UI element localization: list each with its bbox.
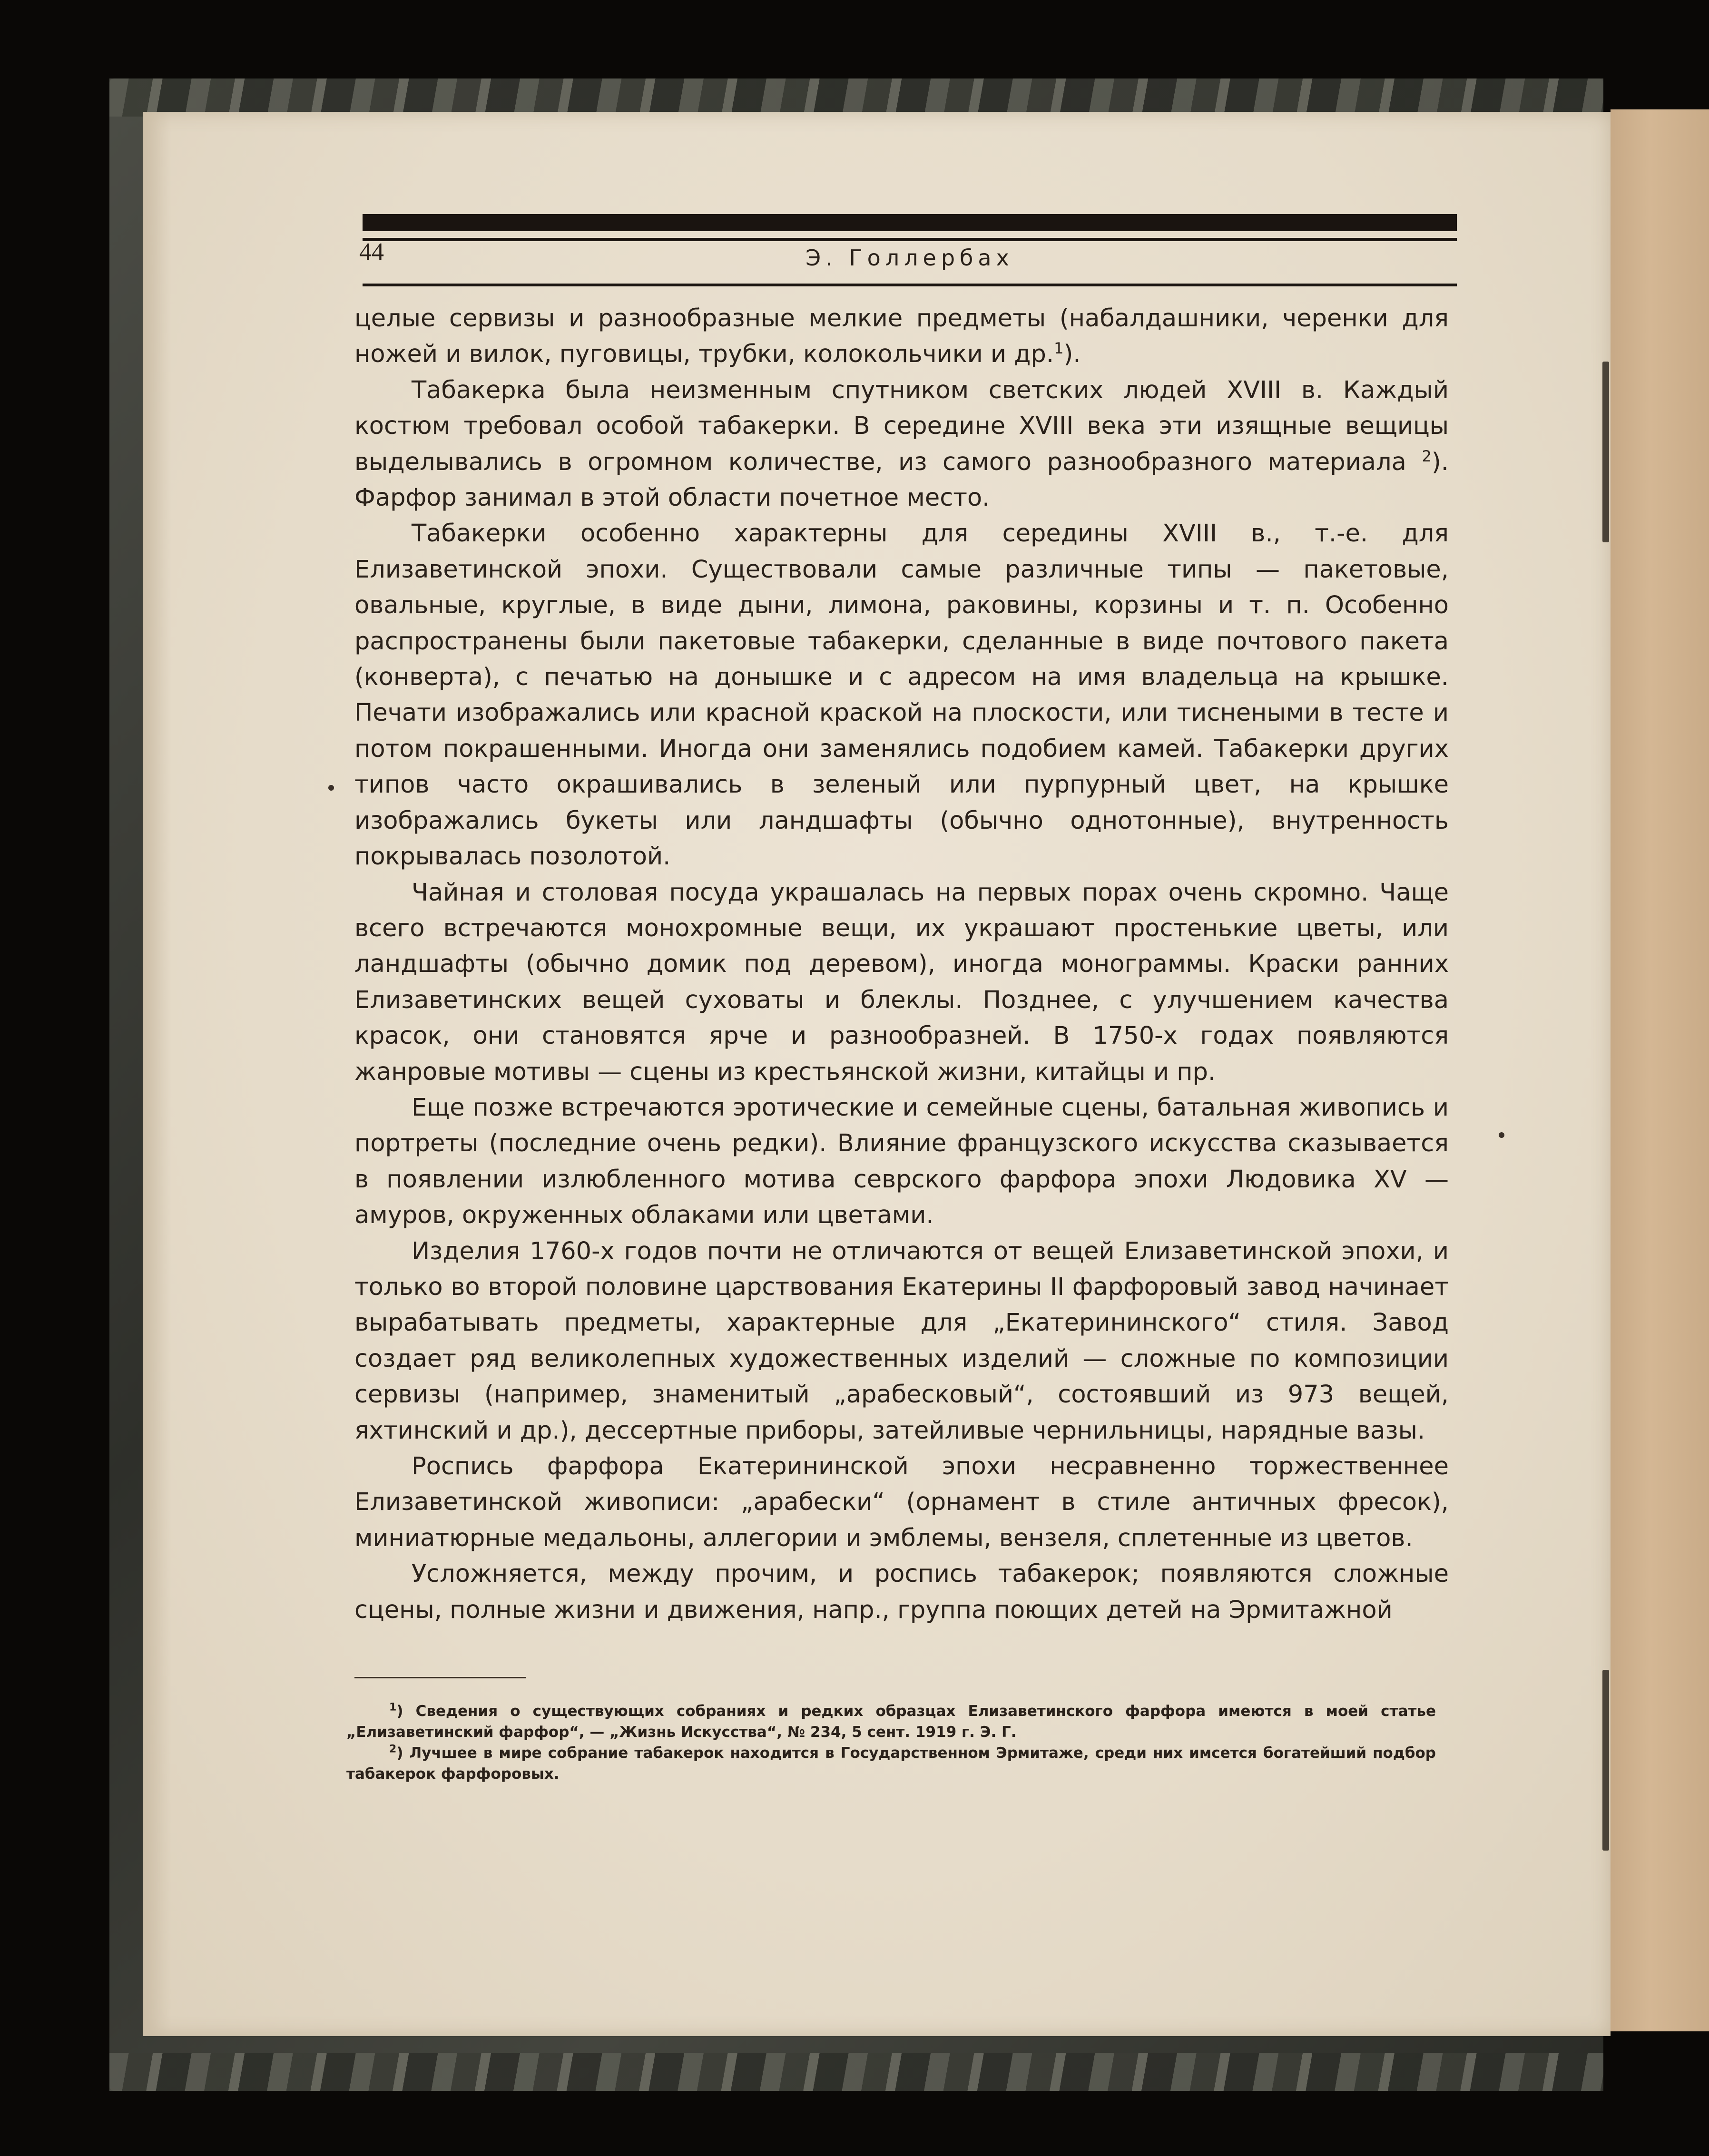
footnote: $^1$) Сведения о существующих собраниях и редких образцах Елизаветинского фарфора имеются в моей статье „Елизаветинский фарфор“, — „Жизнь Искусства“, № 234, 5 сент. 1919 г. Э. Г. <box>346 1701 1436 1741</box>
worn-binding-edge-bottom <box>109 2053 1603 2091</box>
paragraph: Табакерка была неизменным спутником светских людей XVIII в. Каждый костюм требовал особой табакерки. В середине XVIII века эти изящные вещицы выделывались в огромном количестве, из самого разнообразного материала $^2$). Фарфор занимал в этой области почетное место. <box>354 376 1449 512</box>
paragraph: целые сервизы и разнообразные мелкие предметы (набалдашники, черенки для ножей и вилок, пуговицы, трубки, колокольчики и др.$^1$). <box>354 304 1449 369</box>
running-head-author: Э. Голлербах <box>805 245 1014 271</box>
adjacent-page-edge <box>1611 109 1709 2031</box>
paragraph: Роспись фарфора Екатерининской эпохи несравненно торжественнее Елизаветинской живописи: „арабески“ (орнамент в стиле античных фресок), миниатюрные медальоны, аллегории и эмблемы, вензеля, сплетенные из цветов. <box>354 1452 1449 1552</box>
ink-speck <box>1499 1132 1504 1138</box>
worn-binding-edge-top <box>109 78 1603 117</box>
binding-clip <box>1602 362 1609 542</box>
page-gutter-shadow <box>143 112 171 2036</box>
footnote: $^2$) Лучшее в мире собрание табакерок находится в Государственном Эрмитаже, среди них имсется богатейший подбор табакерок фарфоровых. <box>346 1743 1436 1783</box>
body-text <box>354 301 1449 1628</box>
footnote-ref: 2 <box>1422 447 1432 465</box>
header-thick-rule <box>363 214 1457 231</box>
footnote-separator <box>354 1677 526 1678</box>
binding-clip <box>1602 1670 1609 1851</box>
header-bottom-rule <box>363 284 1457 286</box>
ink-speck <box>328 785 334 791</box>
paragraph: Усложняется, между прочим, и роспись табакерок; появляются сложные сцены, полные жизни и движения, напр., группа поющих детей на Эрмитажной <box>354 1560 1449 1624</box>
paragraph: Табакерки особенно характерны для середины XVIII в., т.-е. для Елизаветинской эпохи. Существовали самые различные типы — пакетовые, овальные, круглые, в виде дыни, лимона, раковины, корзины и т. п. Особенно распространены были пакетовые табакерки, сделанные в виде почтового пакета (конверта), с печатью на донышке и с адресом на имя владельца на крышке. Печати изображались или красной краской на плоскости, или тиснеными в тесте и потом покрашенными. Иногда они заменялись подобием камей. Табакерки других типов часто окрашивались в зеленый или пурпурный цвет, на крышке изображались букеты или ландшафты (обычно однотонные), внутренность покрывалась позолотой. <box>354 519 1449 871</box>
paragraph: Изделия 1760-х годов почти не отличаются от вещей Елизаветинской эпохи, и только во второй половине царствования Екатерины II фарфоровый завод начинает вырабатывать предметы, характерные для „Екатерининского“ стиля. Завод создает ряд великолепных художественных изделий — сложные по композиции сервизы (например, знаменитый „арабесковый“, состоявший из 973 вещей, яхтинский и др.), дессертные приборы, затейливые чернильницы, нарядные вазы. <box>354 1237 1449 1445</box>
page-number: 44 <box>359 238 384 265</box>
header-thin-rule <box>363 238 1457 241</box>
paragraph: Еще позже встречаются эротические и семейные сцены, батальная живопись и портреты (последние очень редки). Влияние французского искусства сказывается в появлении излюбленного мотива севрского фарфора эпохи Людовика XV — амуров, окруженных облаками или цветами. <box>354 1093 1449 1230</box>
paragraph: Чайная и столовая посуда украшалась на первых порах очень скромно. Чаще всего встречаются монохромные вещи, их украшают простенькие цветы, или ландшафты (обычно домик под деревом), иногда монограммы. Краски ранних Елизаветинских вещей суховаты и блеклы. Позднее, с улучшением качества красок, они становятся ярче и разнообразней. В 1750-х годах появляются жанровые мотивы — сцены из крестьянской жизни, китайцы и пр. <box>354 878 1449 1086</box>
footnote-ref: 1 <box>1054 339 1064 358</box>
footnotes <box>346 1701 1436 1784</box>
